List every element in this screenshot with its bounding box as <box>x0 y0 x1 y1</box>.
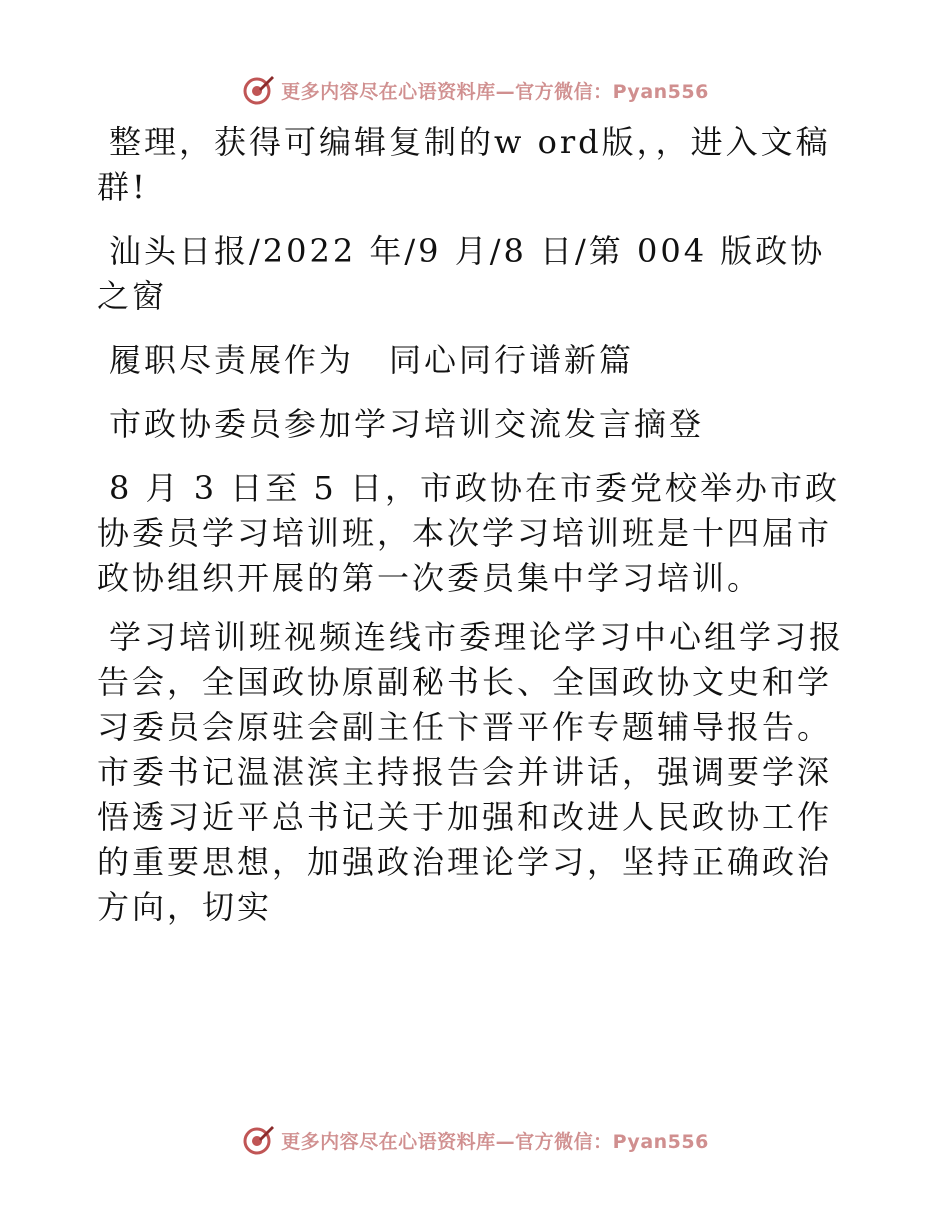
header-watermark <box>0 70 950 110</box>
article-title: 履职尽责展作为 同心同行谱新篇 <box>109 341 635 379</box>
watermark-text: 更多内容尽在心语资料库—官方微信：Pyan556 <box>281 80 709 103</box>
pen-logo-icon <box>241 73 275 107</box>
article-subtitle: 市政协委员参加学习培训交流发言摘登 <box>109 405 705 443</box>
body-paragraph-1: 8 月 3 日至 5 日，市政协在市委党校举办市政协委员学习培训班，本次学习培训班是十四届市政协组织开展的第一次委员集中学习培训。 <box>97 469 840 597</box>
document-body <box>97 120 852 944</box>
intro-paragraph: 整理，获得可编辑复制的w ord版，，进入文稿群! <box>97 123 831 206</box>
source-line: 汕头日报/2022 年/9 月/8 日/第 004 版政协之窗 <box>97 232 826 315</box>
footer-watermark <box>0 1120 950 1160</box>
body-paragraph-2: 学习培训班视频连线市委理论学习中心组学习报告会，全国政协原副秘书长、全国政协文史和学习委员会原驻会副主任卞晋平作专题辅导报告。市委书记温湛滨主持报告会并讲话，强调要学深悟透习近平总书记关于加强和改进人民政协工作的重要思想，加强政治理论学习，坚持正确政治方向，切实 <box>97 618 845 926</box>
watermark-text: 更多内容尽在心语资料库—官方微信：Pyan556 <box>281 1130 709 1153</box>
pen-logo-icon <box>241 1123 275 1157</box>
